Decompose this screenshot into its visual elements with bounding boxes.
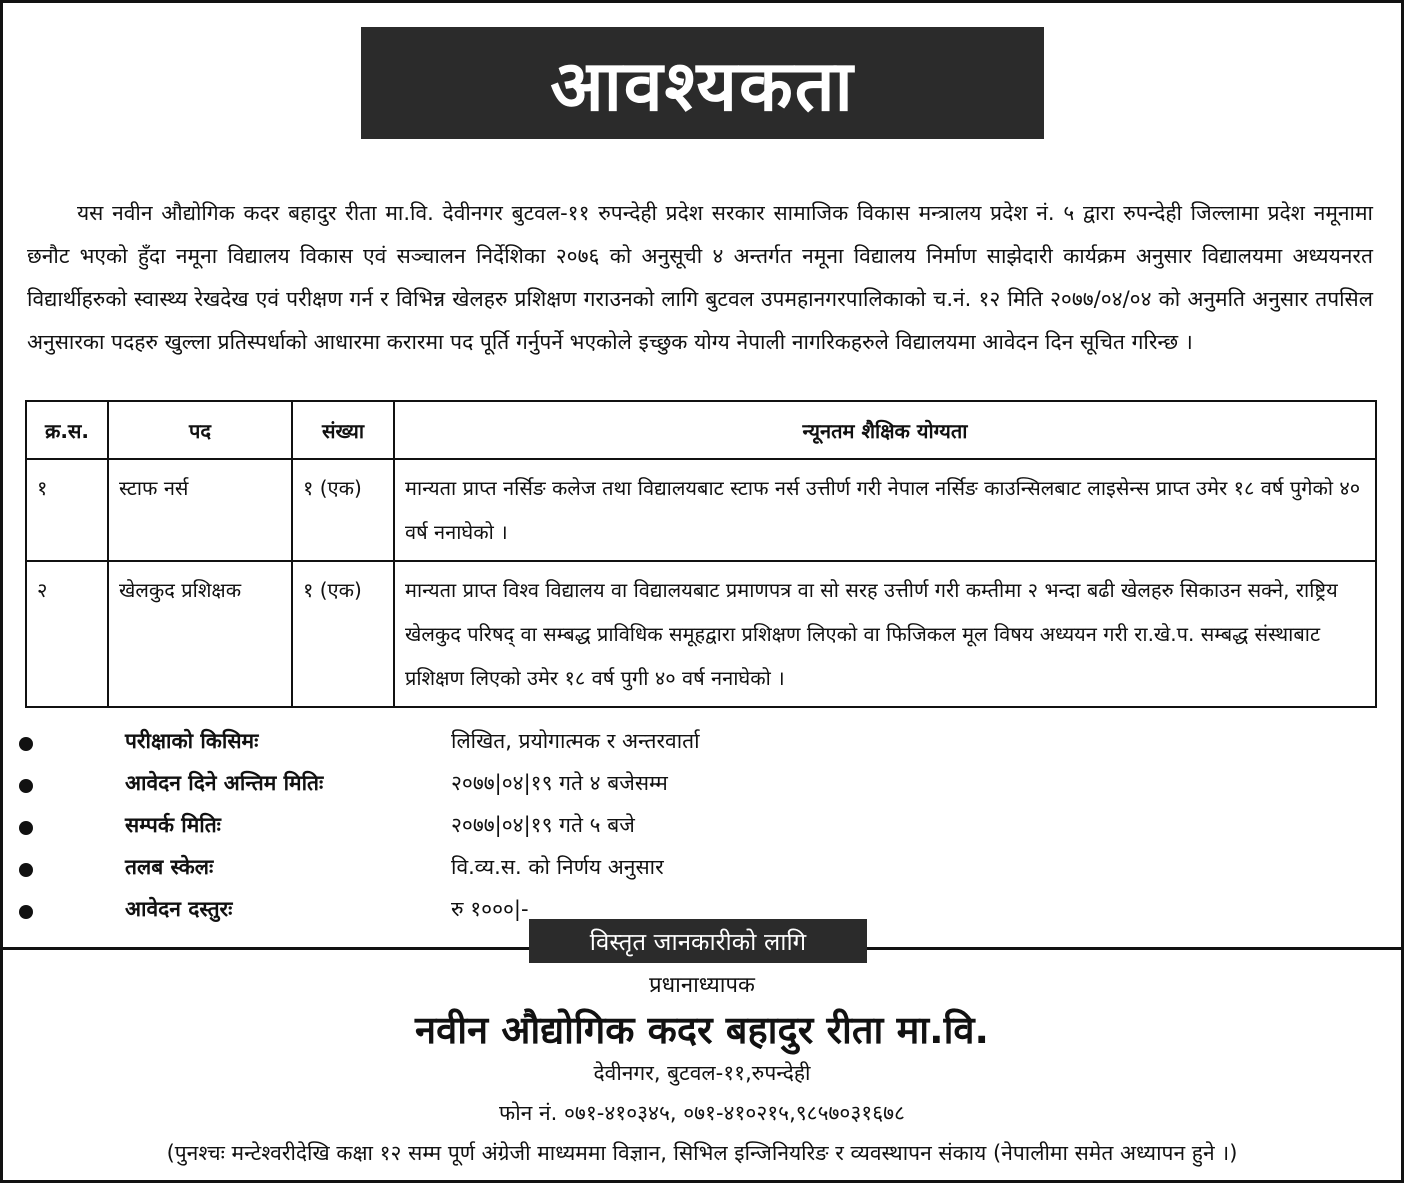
posts-table [25,400,1377,708]
info-value: २०७७|०४|१९ गते ४ बजेसम्म [451,771,668,795]
cell-qualification: मान्यता प्राप्त विश्व विद्यालय वा विद्यालयबाट प्रमाणपत्र वा सो सरह उत्तीर्ण गरी कम्तीमा २ भन्दा बढी खेलहरु सिकाउन सक्ने, राष्ट्रिय खेलकुद परिषद् वा सम्बद्ध प्राविधिक समूहद्वारा प्रशिक्षण लिएको वा फिजिकल मूल विषय अध्ययन गरी रा.खे.प. सम्बद्ध संस्थाबाट प्रशिक्षण लिएको उमेर १८ वर्ष पुगी ४० वर्ष ननाघेको । [394,561,1376,707]
info-label: आवेदन दस्तुरः [125,897,233,921]
intro-paragraph: यस नवीन औद्योगिक कदर बहादुर रीता मा.वि. देवीनगर बुटवल-११ रुपन्देही प्रदेश सरकार सामाजिक विकास मन्त्रालय प्रदेश नं. ५ द्वारा रुपन्देही जिल्लामा प्रदेश नमूनामा छनौट भएको हुँदा नमूना विद्यालय विकास एवं सञ्चालन निर्देशिका २०७६ को अनुसूची ४ अन्तर्गत नमूना विद्यालय निर्माण साझेदारी कार्यक्रम अनुसार विद्यालयमा अध्ययनरत विद्यार्थीहरुको स्वास्थ्य रेखदेख एवं परीक्षण गर्न र विभिन्न खेलहरु प्रशिक्षण गराउनको लागि बुटवल उपमहानगरपालिकाको च.नं. १२ मिति २०७७/०४/०४ को अनुमति अनुसार तपसिल अनुसारका पदहरु खुल्ला प्रतिस्पर्धाको आधारमा करारमा पद पूर्ति गर्नुपर्ने भएकोले इच्छुक योग्य नेपाली नागरिकहरुले विद्यालयमा आवेदन दिन सूचित गरिन्छ । [27,201,1373,354]
header-count: संख्या [292,401,394,459]
cell-post: खेलकुद प्रशिक्षक [108,561,292,707]
info-label: आवेदन दिने अन्तिम मितिः [125,771,324,795]
bullet-icon [19,905,33,919]
bullet-icon [19,863,33,877]
contact-banner: विस्तृत जानकारीको लागि [529,919,867,963]
cell-qualification: मान्यता प्राप्त नर्सिङ कलेज तथा विद्यालयबाट स्टाफ नर्स उत्तीर्ण गरी नेपाल नर्सिङ काउन्सिलबाट लाइसेन्स प्राप्त उमेर १८ वर्ष पुगेको ४० वर्ष ननाघेको । [394,459,1376,561]
table-header-row [26,401,1376,459]
list-item [3,763,1003,805]
table-row [26,459,1376,561]
info-value: लिखित, प्रयोगात्मक र अन्तरवार्ता [451,729,700,753]
info-label: परीक्षाको किसिमः [125,729,259,753]
cell-count: १ (एक) [292,459,394,561]
cell-post: स्टाफ नर्स [108,459,292,561]
info-label: तलब स्केलः [125,855,214,879]
info-value: वि.व्य.स. को निर्णय अनुसार [451,855,664,879]
bullet-icon [19,821,33,835]
header-post: पद [108,401,292,459]
info-list [3,721,1003,931]
school-name: नवीन औद्योगिक कदर बहादुर रीता मा.वि. [414,1008,989,1052]
school-address: देवीनगर, बुटवल-११,रुपन्देही [593,1061,811,1085]
header-qualification: न्यूनतम शैक्षिक योग्यता [394,401,1376,459]
cell-serial: १ [26,459,108,561]
info-label: सम्पर्क मितिः [125,813,221,837]
bullet-icon [19,737,33,751]
table-row [26,561,1376,707]
info-value: २०७७|०४|१९ गते ५ बजे [451,813,635,837]
heading-banner [361,27,1044,139]
page-title: आवश्यकता [550,45,855,127]
contact-role: प्रधानाध्यापक [649,973,755,998]
list-item [3,847,1003,889]
cell-serial: २ [26,561,108,707]
footnote: (पुनश्चः मन्टेश्वरीदेखि कक्षा १२ सम्म पूर्ण अंग्रेजी माध्यममा विज्ञान, सिभिल इन्जिनियरिङ र व्यवस्थापन संकाय (नेपालीमा समेत अध्यापन हुने ।) [166,1141,1238,1165]
list-item [3,805,1003,847]
bullet-icon [19,779,33,793]
list-item [3,721,1003,763]
header-serial: क्र.स. [26,401,108,459]
cell-count: १ (एक) [292,561,394,707]
info-value: रु १०००|- [451,897,529,921]
phone-numbers: फोन नं. ०७१-४१०३४५, ०७१-४१०२१५,९८५७०३१६७८ [499,1101,905,1125]
